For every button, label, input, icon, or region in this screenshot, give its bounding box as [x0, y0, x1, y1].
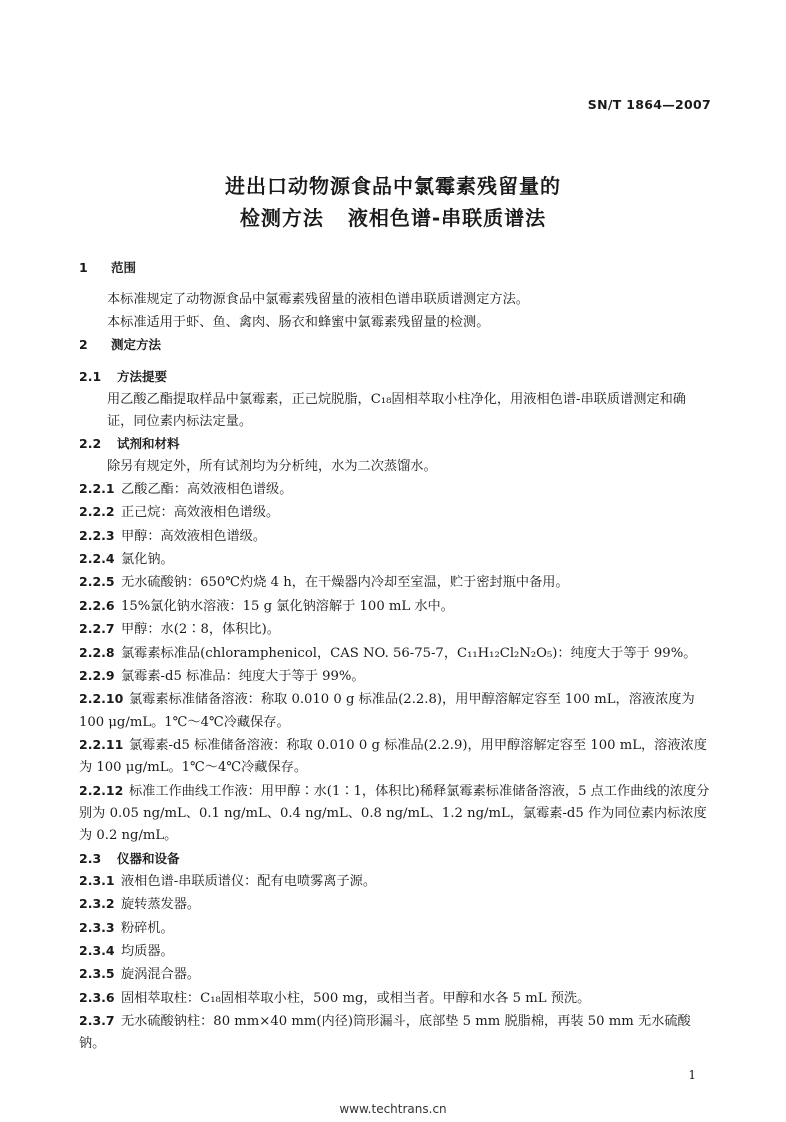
- title-line-2: [0, 202, 786, 231]
- reagent-list: [79, 478, 711, 848]
- item-text: 氯霉素-d5 标准品：纯度大于等于 99%。: [121, 668, 365, 684]
- list-item: [79, 870, 711, 893]
- item-text: 正己烷：高效液相色谱级。: [121, 505, 280, 521]
- list-item: [79, 642, 711, 665]
- page-number: 1: [688, 1068, 696, 1082]
- standard-code: SN/T 1864—2007: [587, 97, 711, 112]
- subsection-number: 2.1: [79, 369, 102, 385]
- item-number: 2.2.8: [79, 644, 115, 660]
- item-number: 2.2.7: [79, 621, 115, 637]
- paragraph: 本标准规定了动物源食品中氯霉素残留量的液相色谱串联质谱测定方法。: [107, 292, 529, 308]
- list-item: [79, 917, 711, 940]
- list-item: [79, 525, 711, 548]
- item-text: 旋转蒸发器。: [121, 897, 201, 913]
- paragraph: 本标准适用于虾、鱼、禽肉、肠衣和蜂蜜中氯霉素残留量的检测。: [107, 314, 490, 330]
- section-number: 2: [79, 337, 88, 353]
- item-number: 2.2.9: [79, 667, 115, 683]
- item-text: 液相色谱-串联质谱仪：配有电喷雾离子源。: [121, 873, 377, 889]
- item-number: 2.2.3: [79, 527, 115, 543]
- item-text: 乙酸乙酯：高效液相色谱级。: [121, 482, 293, 498]
- item-text: 无水硫酸钠：650℃灼烧 4 h，在干燥器内冷却至室温，贮于密封瓶中备用。: [121, 575, 569, 591]
- section-title: 范围: [111, 260, 137, 275]
- item-text: 标准工作曲线工作液：用甲醇∶水(1∶1，体积比)稀释氯霉素标准储备溶液，5 点工作曲线的浓度分别为 0.05 ng/mL、0.1 ng/mL、0.4 ng/mL、0.8 ng/mL、1.2 ng/mL，氯霉素-d5 作为同位素内标浓度为 0.2 ng/mL。: [79, 783, 710, 844]
- item-text: 氯霉素-d5 标准储备溶液：称取 0.010 0 g 标准品(2.2.9)，用甲醇溶解定容至 100 mL，溶液浓度为 100 μg/mL。1℃～4℃冷藏保存。: [79, 737, 707, 776]
- item-text: 无水硫酸钠柱：80 mm×40 mm(内径)筒形漏斗，底部垫 5 mm 脱脂棉，再装 50 mm 无水硫酸钠。: [79, 1014, 691, 1052]
- item-number: 2.3.4: [79, 942, 115, 958]
- item-number: 2.3.2: [79, 896, 115, 912]
- list-item: [79, 987, 711, 1010]
- item-number: 2.2.11: [79, 736, 124, 752]
- item-number: 2.2.5: [79, 574, 115, 590]
- list-item: [79, 548, 711, 571]
- item-text: 氯化钠。: [121, 552, 174, 568]
- item-number: 2.2.12: [79, 782, 124, 798]
- section-heading: [79, 257, 711, 279]
- item-text: 甲醇：水(2∶8，体积比)。: [121, 622, 280, 638]
- title-part-a: 检测方法: [239, 206, 324, 230]
- list-item: [79, 478, 711, 501]
- list-item: [79, 595, 711, 618]
- item-number: 2.3.7: [79, 1013, 115, 1028]
- item-text: 氯霉素标准品(chloramphenicol，CAS NO. 56-75-7，C₁₁H₁₂Cl₂N₂O₅)：纯度大于等于 99%。: [121, 645, 697, 661]
- item-text: 氯霉素标准储备溶液：称取 0.010 0 g 标准品(2.2.8)，用甲醇溶解定容至 100 mL，溶液浓度为 100 μg/mL。1℃～4℃冷藏保存。: [79, 692, 695, 730]
- list-item: [79, 780, 711, 848]
- item-number: 2.3.6: [79, 989, 115, 1005]
- item-number: 2.2.4: [79, 551, 115, 567]
- section-heading: [79, 334, 711, 356]
- subsection-number: 2.3: [79, 850, 102, 866]
- list-item: [79, 940, 711, 963]
- item-number: 2.2.6: [79, 597, 115, 613]
- paragraph: 用乙酸乙酯提取样品中氯霉素，正己烷脱脂，C₁₈固相萃取小柱净化，用液相色谱-串联质谱测定和确证，同位素内标法定量。: [107, 391, 686, 430]
- item-number: 2.3.3: [79, 919, 115, 935]
- list-item: [79, 618, 711, 641]
- footer-watermark: www.techtrans.cn: [339, 1102, 447, 1116]
- list-item: [79, 571, 711, 594]
- item-number: 2.2.10: [79, 691, 124, 707]
- subsection-number: 2.2: [79, 436, 102, 452]
- document-body: [79, 257, 711, 1056]
- title-line-1: 进出口动物源食品中氯霉素残留量的: [225, 174, 561, 198]
- section-title: 测定方法: [111, 337, 162, 353]
- list-item: [79, 893, 711, 916]
- list-item: [79, 665, 711, 688]
- paragraph: 除另有规定外，所有试剂均为分析纯，水为二次蒸馏水。: [107, 458, 437, 474]
- subsection-title: 试剂和材料: [117, 436, 180, 452]
- subsection-heading: [79, 366, 711, 388]
- item-number: 2.2.2: [79, 504, 115, 520]
- subsection-heading: [79, 433, 711, 455]
- list-item: [79, 688, 711, 734]
- item-number: 2.3.1: [79, 872, 115, 888]
- equipment-list: [79, 870, 711, 1056]
- list-item: [79, 501, 711, 524]
- list-item: [79, 963, 711, 986]
- title-part-b: 液相色谱-串联质谱法: [347, 206, 547, 230]
- item-text: 均质器。: [121, 943, 174, 959]
- item-text: 粉碎机。: [121, 920, 174, 936]
- subsection-heading: [79, 848, 711, 870]
- item-text: 固相萃取柱：C₁₈固相萃取小柱，500 mg，或相当者。甲醇和水各 5 mL 预洗。: [121, 990, 591, 1006]
- item-text: 旋涡混合器。: [121, 967, 201, 983]
- item-number: 2.2.1: [79, 481, 115, 497]
- list-item: [79, 734, 711, 780]
- item-text: 甲醇：高效液相色谱级。: [121, 528, 267, 544]
- subsection-title: 方法提要: [117, 369, 168, 385]
- subsection-title: 仪器和设备: [117, 850, 180, 866]
- item-text: 15%氯化钠水溶液：15 g 氯化钠溶解于 100 mL 水中。: [121, 598, 454, 614]
- item-number: 2.3.5: [79, 966, 115, 982]
- list-item: [79, 1010, 711, 1056]
- section-number: 1: [79, 260, 88, 275]
